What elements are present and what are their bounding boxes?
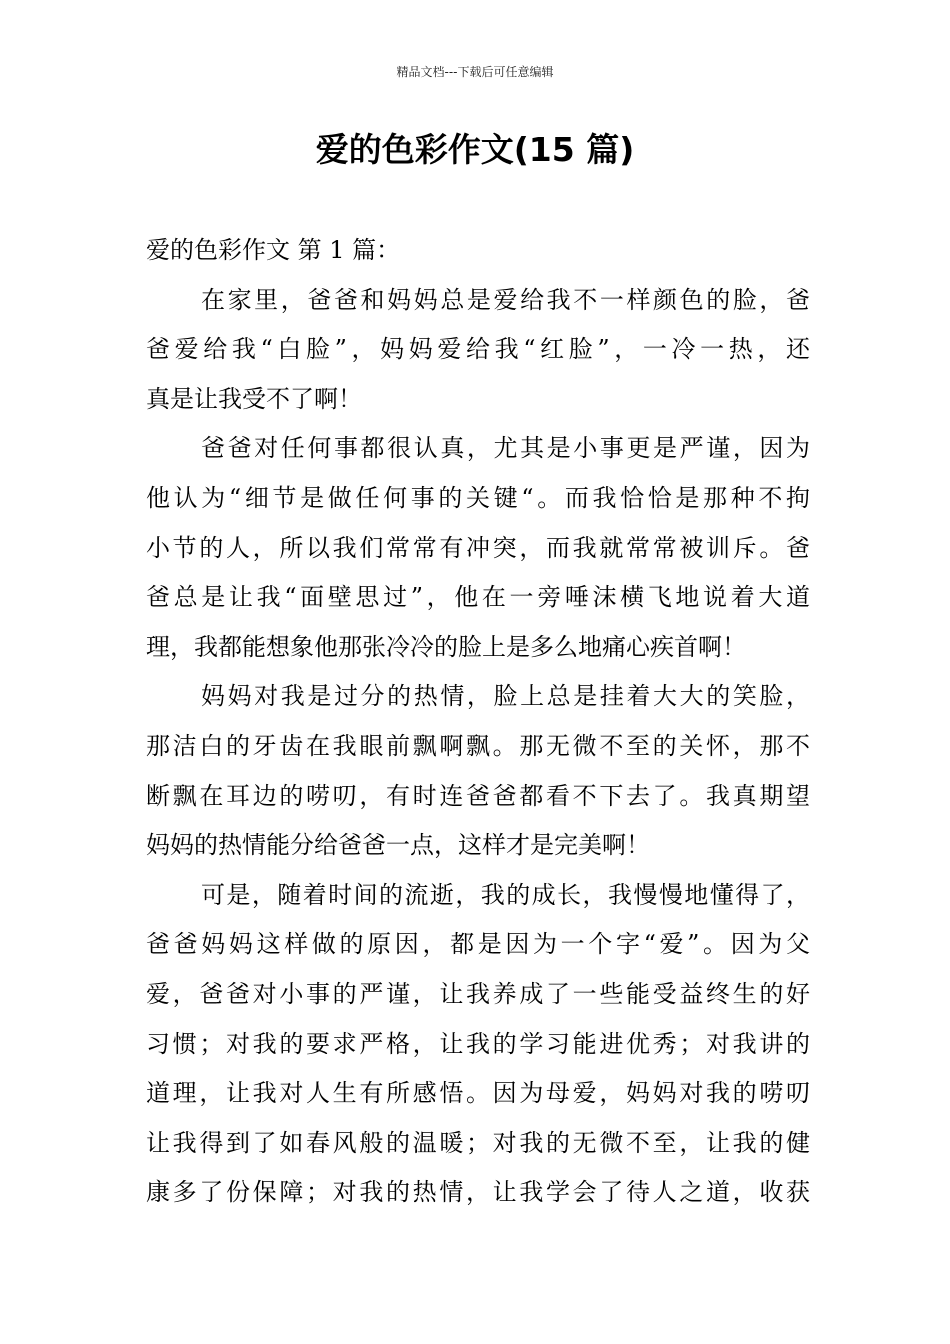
paragraph-line: 在家里，爸爸和妈妈总是爱给我不一样颜色的脸，爸 [201, 285, 810, 314]
paragraph-line: 妈妈对我是过分的热情，脸上总是挂着大大的笑脸， [201, 682, 810, 711]
paragraph-line: 真是让我受不了啊！ [146, 384, 362, 413]
paragraph-line: 道理，让我对人生有所感悟。因为母爱，妈妈对我的唠叨 [146, 1079, 810, 1108]
paragraph-line: 小节的人，所以我们常常有冲突，而我就常常被训斥。爸 [146, 533, 810, 562]
paragraph-line: 可是，随着时间的流逝，我的成长，我慢慢地懂得了， [201, 880, 810, 909]
paragraph-line: 康多了份保障；对我的热情，让我学会了待人之道，收获 [146, 1178, 810, 1207]
document-title: 爱的色彩作文(15 篇) [315, 130, 635, 169]
paragraph-line: 爸爱给我“白脸”，妈妈爱给我“红脸”，一冷一热，还 [146, 335, 810, 364]
document-body [146, 226, 810, 1218]
paragraph-line: 爸总是让我“面壁思过”，他在一旁唾沫横飞地说着大道 [146, 583, 810, 612]
paragraph-line: 让我得到了如春风般的温暖；对我的无微不至，让我的健 [146, 1128, 810, 1157]
paragraph-line: 理，我都能想象他那张冷冷的脸上是多么地痛心疾首啊！ [146, 632, 746, 661]
paragraph-line: 习惯；对我的要求严格，让我的学习能进优秀；对我讲的 [146, 1029, 810, 1058]
paragraph-line: 那洁白的牙齿在我眼前飘啊飘。那无微不至的关怀，那不 [146, 731, 810, 760]
paragraph-line: 爸爸对任何事都很认真，尤其是小事更是严谨，因为 [201, 434, 810, 463]
section-heading: 爱的色彩作文 第 1 篇： [146, 236, 401, 264]
paragraph-line: 妈妈的热情能分给爸爸一点，这样才是完美啊！ [146, 831, 650, 860]
paragraph-line: 爱，爸爸对小事的严谨，让我养成了一些能受益终生的好 [146, 979, 810, 1008]
paragraph-line: 断飘在耳边的唠叨，有时连爸爸都看不下去了。我真期望 [146, 781, 810, 810]
paragraph-line: 爸爸妈妈这样做的原因，都是因为一个字“爱”。因为父 [146, 930, 810, 959]
paragraph-line: 他认为“细节是做任何事的关键“。而我恰恰是那种不拘 [146, 483, 810, 512]
header-note: 精品文档---下载后可任意编辑 [396, 65, 554, 79]
